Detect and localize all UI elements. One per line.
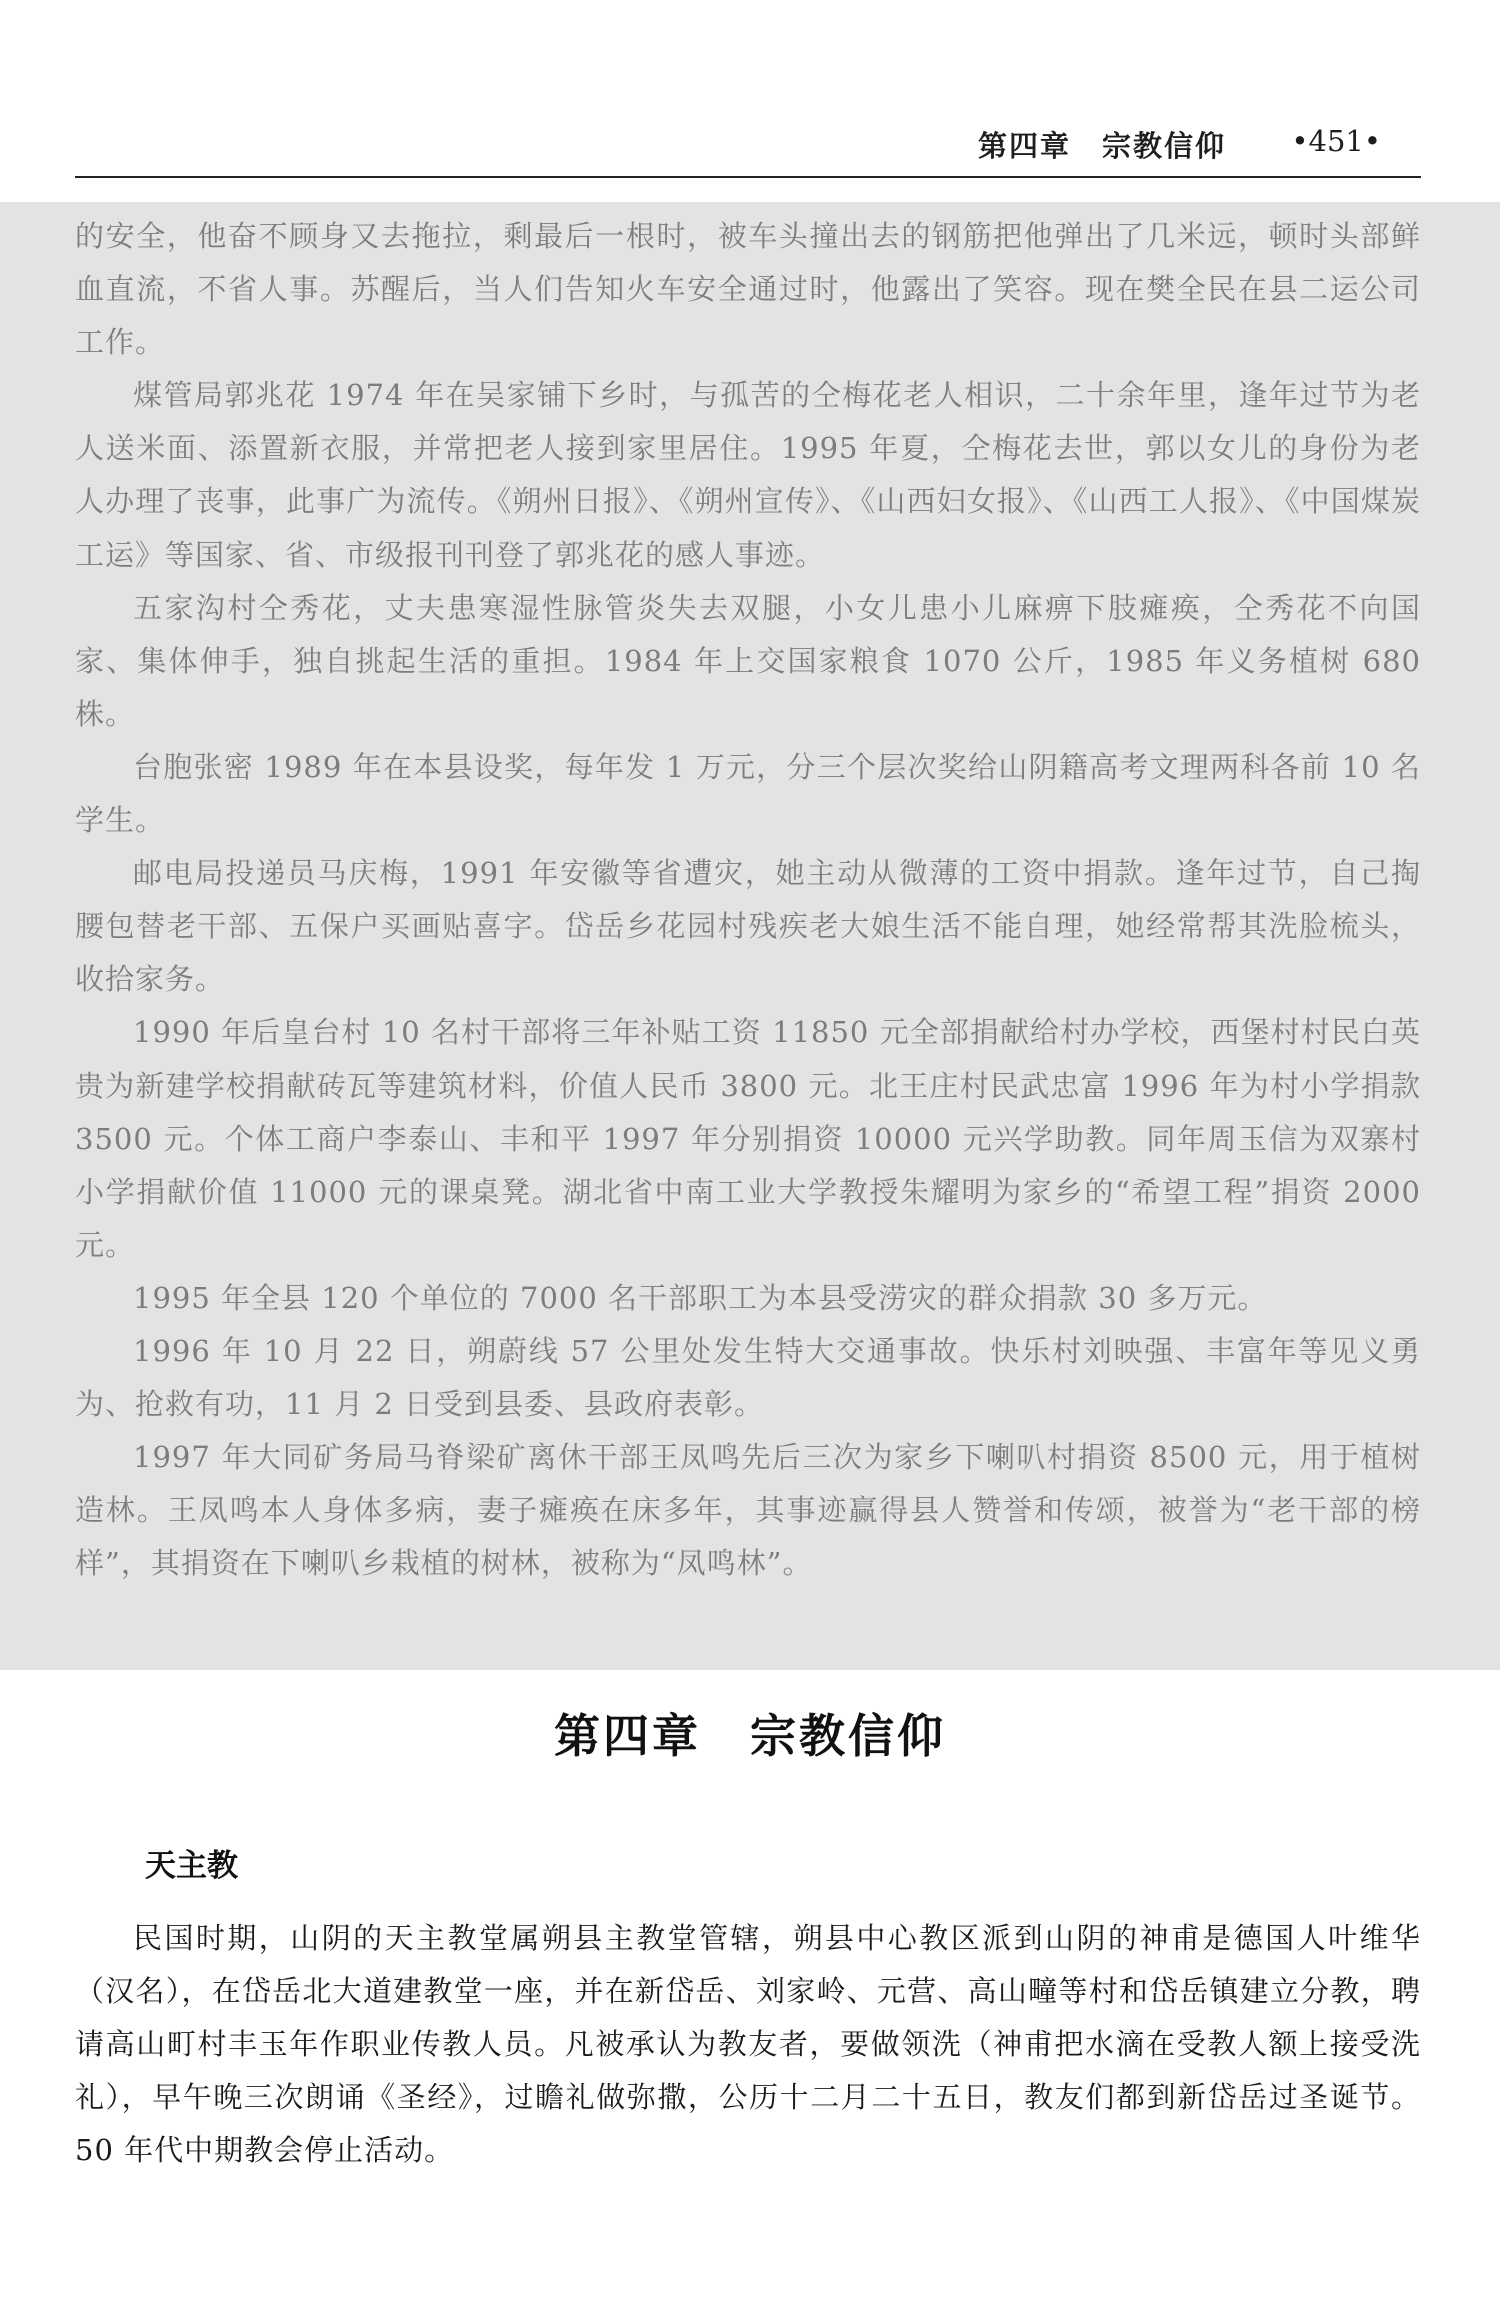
paragraph: 煤管局郭兆花 1974 年在吴家铺下乡时，与孤苦的仝梅花老人相识，二十余年里，逢年过节为老人送米面、添置新衣服，并常把老人接到家里居住。1995 年夏，仝梅花去世，郭以女儿的身份为老人办理了丧事，此事广为流传。《朔州日报》、《朔州宣传》、《山西妇女报》、《山西工人报》、《中国煤炭工运》等国家、省、市级报刊刊登了郭兆花的感人事迹。 [75,378,1421,572]
section-body-text [75,1912,1421,2177]
paragraph: 台胞张密 1989 年在本县设奖，每年发 1 万元，分三个层次奖给山阴籍高考文理两科各前 10 名学生。 [75,749,1421,838]
paragraph: 1997 年大同矿务局马脊梁矿离休干部王凤鸣先后三次为家乡下喇叭村捐资 8500 元，用于植树造林。王凤鸣本人身体多病，妻子瘫痪在床多年，其事迹赢得县人赞誉和传颂，被誉为“老干部的榜样”，其捐资在下喇叭乡栽植的树林，被称为“凤鸣林”。 [75,1440,1421,1581]
page-number: •451• [1291,124,1381,158]
paragraph: 民国时期，山阴的天主教堂属朔县主教堂管辖，朔县中心教区派到山阴的神甫是德国人叶维华（汉名），在岱岳北大道建教堂一座，并在新岱岳、刘家岭、元营、高山疃等村和岱岳镇建立分教，聘请高山町村丰玉年作职业传教人员。凡被承认为教友者，要做领洗（神甫把水滴在受教人额上接受洗礼），早午晚三次朗诵《圣经》，过瞻礼做弥撒，公历十二月二十五日，教友们都到新岱岳过圣诞节。50 年代中期教会停止活动。 [75,1921,1421,2167]
paragraph: 1995 年全县 120 个单位的 7000 名干部职工为本县受涝灾的群众捐款 30 多万元。 [133,1280,1268,1315]
chapter-title: 第四章 宗教信仰 [554,1709,946,1763]
paragraph: 五家沟村仝秀花，丈夫患寒湿性脉管炎失去双腿，小女儿患小儿麻痹下肢瘫痪，仝秀花不向国家、集体伸手，独自挑起生活的重担。1984 年上交国家粮食 1070 公斤，1985 年义务植树 680 株。 [75,590,1421,731]
previous-section-text [75,210,1421,1590]
paragraph: 1990 年后皇台村 10 名村干部将三年补贴工资 11850 元全部捐献给村办学校，西堡村村民白英贵为新建学校捐献砖瓦等建筑材料，价值人民币 3800 元。北王庄村民武忠富 1996 年为村小学捐款 3500 元。个体工商户李泰山、丰和平 1997 年分别捐资 10000 元兴学助教。同年周玉信为双寨村小学捐献价值 11000 元的课桌凳。湖北省中南工业大学教授朱耀明为家乡的“希望工程”捐资 2000 元。 [75,1015,1421,1262]
running-header [75,118,1421,178]
paragraph: 1996 年 10 月 22 日，朔蔚线 57 公里处发生特大交通事故。快乐村刘映强、丰富年等见义勇为、抢救有功，11 月 2 日受到县委、县政府表彰。 [75,1333,1421,1422]
paragraph: 的安全，他奋不顾身又去拖拉，剩最后一根时，被车头撞出去的钢筋把他弹出了几米远，顿时头部鲜血直流，不省人事。苏醒后，当人们告知火车安全通过时，他露出了笑容。现在樊全民在县二运公司工作。 [75,219,1421,360]
header-chapter-title: 第四章 宗教信仰 [977,129,1226,163]
paragraph: 邮电局投递员马庆梅，1991 年安徽等省遭灾，她主动从微薄的工资中捐款。逢年过节，自己掏腰包替老干部、五保户买画贴喜字。岱岳乡花园村残疾老大娘生活不能自理，她经常帮其洗脸梳头，收拾家务。 [75,856,1421,997]
section-title: 天主教 [145,1848,238,1884]
